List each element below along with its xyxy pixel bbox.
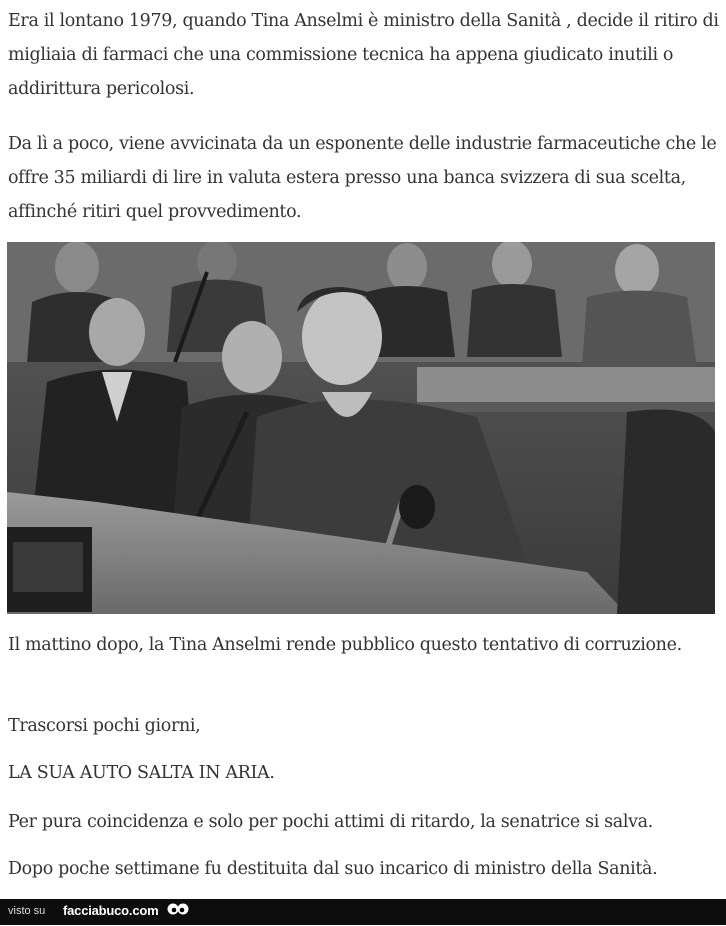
watermark-footer xyxy=(0,899,726,925)
eyes-icon xyxy=(166,901,190,921)
paragraph-few-days: Trascorsi pochi giorni, xyxy=(8,716,201,736)
article-photo xyxy=(7,242,715,614)
paragraph-car-explodes: LA SUA AUTO SALTA IN ARIA. xyxy=(8,763,275,783)
footer-site-link[interactable]: facciabuco.com xyxy=(63,903,159,918)
footer-prefix: visto su xyxy=(8,905,46,917)
paragraph-dismissed: Dopo poche settimane fu destituita dal suo incarico di ministro della Sanità. xyxy=(8,859,658,879)
paragraph-intro: Era il lontano 1979, quando Tina Anselmi è ministro della Sanità , decide il ritiro di migliaia di farmaci che una commissione tecnica ha appena giudicato inutili o addirittura pericolosi. xyxy=(8,11,719,99)
paragraph-saved: Per pura coincidenza e solo per pochi attimi di ritardo, la senatrice si salva. xyxy=(8,812,653,832)
paragraph-public: Il mattino dopo, la Tina Anselmi rende pubblico questo tentativo di corruzione. xyxy=(8,635,682,655)
paragraph-bribe-offer: Da lì a poco, viene avvicinata da un esponente delle industrie farmaceutiche che le offre 35 miliardi di lire in valuta estera presso una banca svizzera di sua scelta, affinché ritiri quel provvedimento. xyxy=(8,134,717,222)
